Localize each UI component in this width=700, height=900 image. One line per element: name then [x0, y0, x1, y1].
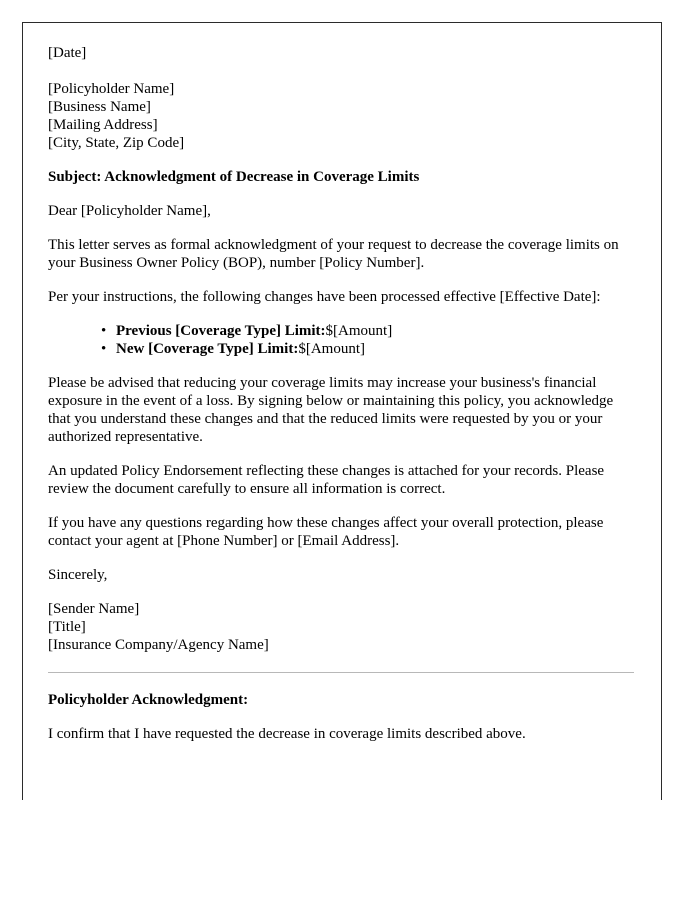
coverage-changes-list — [48, 322, 634, 358]
paragraph-contact: If you have any questions regarding how these changes affect your overall protection, please contact your agent at [Phone Number] or [Email Address]. — [48, 515, 604, 549]
paragraph-changes-lead-in: Per your instructions, the following changes have been processed effective [Effective Date]: — [48, 289, 601, 305]
salutation: Dear [Policyholder Name], — [48, 203, 211, 219]
signature-block — [48, 600, 634, 654]
paragraph-advisory: Please be advised that reducing your coverage limits may increase your business's financial exposure in the event of a loss. By signing below or maintaining this policy, you acknowledge that you understand these changes and that the reduced limits were requested by you or your authorized representative. — [48, 375, 614, 445]
list-item — [101, 340, 634, 358]
date-line: [Date] — [48, 45, 87, 61]
signature-line-title: [Title] — [48, 619, 86, 635]
coverage-change-value: $[Amount] — [325, 323, 393, 339]
coverage-change-value: $[Amount] — [298, 341, 365, 357]
signature-line-company-name: [Insurance Company/Agency Name] — [48, 637, 269, 653]
recipient-line-policyholder-name: [Policyholder Name] — [48, 81, 175, 97]
signature-line-sender-name: [Sender Name] — [48, 601, 140, 617]
spacer — [48, 654, 634, 672]
spacer — [48, 220, 634, 236]
coverage-change-label: New [Coverage Type] Limit: — [116, 341, 299, 357]
recipient-line-mailing-address: [Mailing Address] — [48, 117, 158, 133]
spacer — [48, 550, 634, 566]
spacer — [48, 272, 634, 288]
paragraph-intro: This letter serves as formal acknowledgment of your request to decrease the coverage limits on your Business Owner Policy (BOP), number [Policy Number]. — [48, 237, 619, 271]
spacer — [48, 62, 634, 80]
acknowledgment-heading: Policyholder Acknowledgment: — [48, 692, 249, 708]
subject-line: Subject: Acknowledgment of Decrease in Coverage Limits — [48, 169, 420, 185]
spacer — [48, 152, 634, 168]
spacer — [48, 306, 634, 322]
list-item — [101, 322, 634, 340]
spacer — [48, 673, 634, 691]
spacer — [48, 584, 634, 600]
recipient-line-city-state-zip: [City, State, Zip Code] — [48, 135, 185, 151]
spacer — [48, 358, 634, 374]
letter-body — [48, 44, 634, 743]
coverage-change-label: Previous [Coverage Type] Limit: — [116, 323, 326, 339]
spacer — [48, 186, 634, 202]
paragraph-endorsement: An updated Policy Endorsement reflecting these changes is attached for your records. Please review the document carefully to ensure all information is correct. — [48, 463, 605, 497]
spacer — [48, 709, 634, 725]
spacer — [48, 498, 634, 514]
closing-salutation: Sincerely, — [48, 567, 108, 583]
recipient-address-block — [48, 80, 634, 152]
document-page — [22, 22, 662, 800]
spacer — [48, 446, 634, 462]
acknowledgment-confirmation-text: I confirm that I have requested the decrease in coverage limits described above. — [48, 726, 526, 742]
recipient-line-business-name: [Business Name] — [48, 99, 151, 115]
